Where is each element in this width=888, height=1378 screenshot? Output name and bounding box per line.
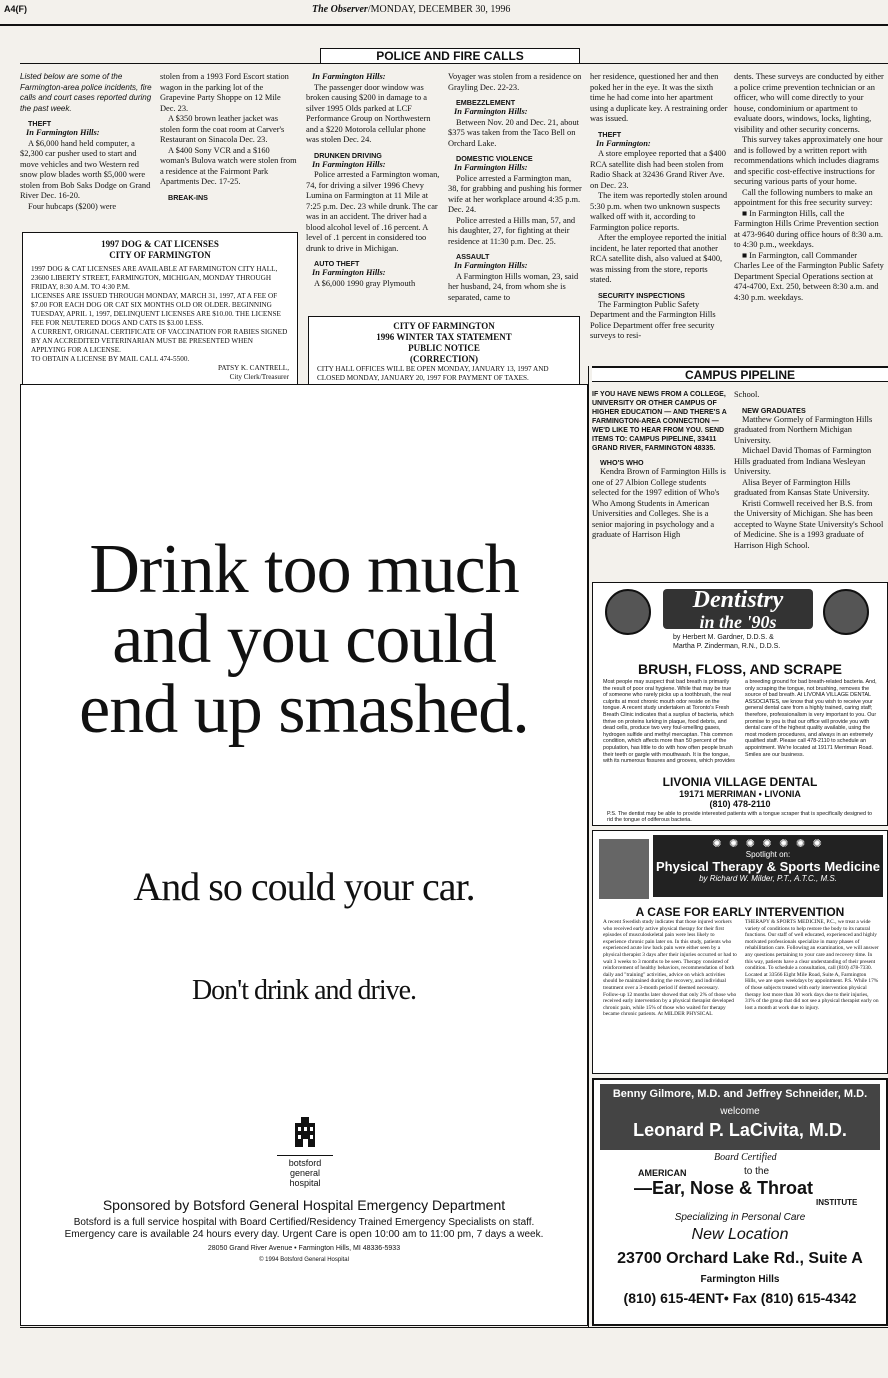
ent-phone-fax: (810) 615-4ENT• Fax (810) 615-4342 — [623, 1290, 857, 1306]
logo-word: botsford — [288, 1158, 322, 1168]
sponsor-line: Sponsored by Botsford General Hospital Emergency Department — [102, 1197, 506, 1213]
top-rule — [0, 24, 888, 26]
ad-subhead: And so could your car. — [133, 864, 475, 909]
ad-tagline: Don't drink and drive. — [191, 975, 417, 1006]
ad-headline-1: Drink too much — [89, 531, 519, 608]
botsford-logo — [277, 1115, 333, 1188]
heading-domestic-violence: DOMESTIC VIOLENCE — [456, 154, 533, 163]
paragraph: Matthew Gormely of Farmington Hills graduated from Northern Michigan University. — [734, 414, 873, 445]
section-rule — [20, 63, 888, 64]
description-line: Emergency care is available 24 hours every day. Urgent Care is open 10:00 am to 11:00 pm, 7 days a week. — [64, 1229, 544, 1240]
heading-security: SECURITY INSPECTIONS — [598, 290, 685, 300]
heading-whos-who: WHO'S WHO — [600, 458, 644, 467]
paragraph: Four hubcaps ($200) were — [28, 201, 117, 211]
paragraph: Voyager was stolen from a residence on Grayling Dec. 22-23. — [448, 72, 582, 92]
campus-intro: IF YOU HAVE NEWS FROM A COLLEGE, UNIVERSITY OR OTHER CAMPUS OF HIGHER EDUCATION — AND THERE'S A FARMINGTON-AREA CONNECTION — WE'D LIKE TO HEAR FROM YOU. SEND ITEMS TO: CAMPUS PIPELINE, 33411 GRAND RIVER, FARMINGTON 48335. — [592, 391, 727, 452]
ent-name: —Ear, Nose & Throat — [634, 1178, 814, 1198]
heading-theft: THEFT — [28, 119, 52, 128]
logo-word: hospital — [289, 1178, 321, 1188]
notice-text: LICENSES ARE ISSUED THROUGH MONDAY, MARCH 31, 1997, AT A FEE OF $7.00 FOR EACH DOG OR CAT SIX MONTHS OLD OR OLDER. BEGINNING TUESDAY, APRIL 1, 1997, DELINQUENT LICENSES ARE $10.00. THE LICENSE FEE FOR NEUTERED DOGS AND CATS IS $3.00 LESS. — [31, 292, 281, 327]
subheading: In Farmington Hills: — [312, 159, 386, 169]
notice-text: A CURRENT, ORIGINAL CERTIFICATE OF VACCINATION FOR RABIES SIGNED BY AN ACCREDITED VETERINARIAN MUST BE PRESENTED WHEN APPLYING FOR A LICENSE. — [31, 328, 288, 354]
paragraph: The item was reportedly stolen around 5:30 p.m. when two unknown suspects walked off with it, according to Farmington police reports. — [590, 191, 728, 232]
paragraph: Kendra Brown of Farmington Hills is one of 27 Albion College students selected for the 1997 edition of Who's Who Among Students in American Universities and Colleges. She is a senior majoring in psychology and a graduate of Harrison High — [592, 467, 726, 539]
subheading: In Farmington Hills: — [312, 72, 386, 81]
column-divider — [588, 366, 589, 1328]
paragraph: Police arrested a Farmington woman, 74, for driving a silver 1996 Chevy Lumina on Farmington at 11 Mile at 7:25 p.m. Dec. 23 while drunk. The car was in an accident. The driver had a blood alcohol level of .16 percent. A level of .1 percent in considered too drunk to drive in Michigan. — [306, 170, 440, 253]
notice-title: PUBLIC NOTICE — [408, 343, 480, 353]
pt-title: Physical Therapy & Sports Medicine — [656, 859, 880, 874]
paper-dateline — [312, 4, 510, 15]
notice-dog-cat-licenses — [22, 232, 298, 398]
spotlight-label: Spotlight on: — [745, 850, 791, 859]
campus-col-2 — [734, 390, 884, 576]
byline-2: Martha P. Zinderman, R.N., D.D.S. — [673, 643, 781, 650]
paragraph: Michael David Thomas of Farmington Hills graduated from Indiana Wesleyan University. — [734, 446, 872, 476]
paragraph: A Farmington Hills woman, 23, said her husband, 24, from whom she is separated, came to — [448, 271, 579, 302]
page-number: A4(F) — [4, 4, 27, 14]
article-col-1 — [20, 72, 152, 211]
dental-phone: (810) 478-2110 — [709, 799, 771, 809]
notice-text: TO OBTAIN A LICENSE BY MAIL CALL 474-5500. — [31, 355, 190, 363]
notice-text: CITY HALL OFFICES WILL BE OPEN MONDAY, JANUARY 13, 1997 AND CLOSED MONDAY, JANUARY 20, 1997 FOR PAYMENT OF TAXES. — [317, 365, 549, 382]
subheading: In Farmington Hills: — [454, 261, 528, 270]
notice-text: 1997 DOG & CAT LICENSES ARE AVAILABLE AT FARMINGTON CITY HALL, 23600 LIBERTY STREET, FARMINGTON, MICHIGAN, MONDAY THROUGH FRIDAY, 8:30 A.M. TO 4:30 P.M. — [31, 265, 278, 291]
ad-dentistry — [592, 582, 888, 826]
dental-office-name: LIVONIA VILLAGE DENTAL — [662, 775, 818, 789]
notice-title: (CORRECTION) — [409, 354, 478, 364]
ad-headline-2: and you could — [112, 601, 496, 678]
ent-doctors: Benny Gilmore, M.D. and Jeffrey Schneider, M.D. — [612, 1088, 868, 1100]
spotlight-icons: ✺ ✺ ✺ ✺ ✺ ✺ ✺ — [712, 837, 824, 850]
paragraph: Kristi Cornwell received her B.S. from the University of Michigan. She has been accepted to Wayne State University's School of Medicine. She is a 1993 graduate of Harrison High School. — [734, 498, 884, 550]
heading-auto-theft: AUTO THEFT — [314, 259, 360, 268]
notice-signature-title: City Clerk/Treasurer — [229, 373, 289, 381]
paragraph: Call the following numbers to make an appointment for this free security survey: — [734, 187, 873, 207]
hospital-building-icon — [293, 1115, 317, 1147]
heading-breakins: BREAK-INS — [168, 192, 208, 202]
paragraph: stolen from a 1993 Ford Escort station wagon in the parking lot of the Grapevine Party Shoppe on 12 Mile Dec. 23. — [160, 72, 289, 113]
dentistry-headline: BRUSH, FLOSS, AND SCRAPE — [637, 661, 843, 677]
banner-title: Dentistry — [692, 587, 784, 613]
article-col-6 — [734, 72, 884, 360]
dentist-photo-left — [605, 589, 651, 635]
subheading: In Farmington Hills: — [454, 163, 528, 172]
subheading: In Farmington Hills: — [26, 128, 100, 137]
banner-subtitle: in the '90s — [699, 612, 777, 632]
ent-to-the: to the — [744, 1166, 770, 1177]
notice-title: 1997 DOG & CAT LICENSES — [101, 239, 219, 249]
heading-theft: THEFT — [598, 129, 622, 139]
ad-headline-3: end up smashed. — [79, 671, 529, 748]
pt-banner — [653, 835, 883, 897]
dentist-photo-right — [823, 589, 869, 635]
paragraph: A $350 brown leather jacket was stolen form the coat room at Carver's Restaurant on Sinacola Dec. 23. — [160, 114, 285, 144]
pt-headline: A CASE FOR EARLY INTERVENTION — [635, 905, 845, 919]
paragraph: her residence, questioned her and then poked her in the eye. It was the sixth time he had come into her apartment using a duplicate key. A restraining order was issued. — [590, 72, 728, 123]
dentist-byline — [673, 633, 780, 651]
paragraph: A $400 Sony VCR and a $160 woman's Bulova watch were stolen from a residence at the Fairmont Park Apartments Dec. 17-25. — [160, 145, 297, 186]
ent-city: Farmington Hills — [700, 1274, 780, 1285]
ad-botsford-drink-drive — [20, 384, 588, 1326]
description-line: Botsford is a full service hospital with Board Certified/Residency Trained Emergency Specialists on staff. — [73, 1217, 535, 1228]
paragraph: A store employee reported that a $400 RCA satellite dish had been stolen from Radio Shack at 32436 Grand River Ave. on Dec. 23. — [590, 149, 726, 190]
paragraph: The Farmington Public Safety Department and the Farmington Hills Police Department offer free security surveys to resi- — [590, 299, 716, 340]
ent-welcome: welcome — [720, 1106, 760, 1117]
pt-byline: by Richard W. Milder, P.T., A.T.C., M.S. — [699, 874, 837, 883]
heading-drunken-driving: DRUNKEN DRIVING — [314, 150, 382, 160]
logo-text — [277, 1155, 333, 1188]
notice-signature: PATSY K. CANTRELL, — [218, 364, 289, 372]
dentistry-body: Most people may suspect that bad breath is primarily the result of poor oral hygiene. While that may be true of someone who rarely picks up a toothbrush, the real culprits at most chronic mouth odor reside on the tongue. A recent study undertaken at Toronto's Fresh Breath Clinic indicates that a surplus of bacteria, which thrive on proteins lurking in plaque, food debris, and dead cells, produce two very foul-smelling gases, hydrogen sulfide and methyl mercaptan. This common condition, which affects more than 50 percent of the population, has little to do with how often people brush their teeth or gargle with mouthwash. It is the tongue, with its numerous fissures and grooves, which provides a breeding ground for bad breath-related bacteria. And, only scraping the tongue, not brushing, removes the source of bad breath. At LIVONIA VILLAGE DENTAL ASSOCIATES, we know that you wish to receive your general dental care from a highly trained, caring staff; therefore, professionalism is very important to you. Our promise to you is that our office will provide you with dental care of the highest quality available, using the most modern procedures, and always in an extremely qualified staff. Please call 478-2110 to schedule an appointment. We're located at 19171 Merriman Road. Smiles are our business. — [603, 679, 877, 765]
logo-word: general — [289, 1168, 321, 1178]
notice-title: 1996 WINTER TAX STATEMENT — [376, 332, 512, 342]
intro-text: Listed below are some of the Farmington-area police incidents, fire calls and court cases reported during the past week. — [20, 72, 152, 113]
bottom-rule — [20, 1327, 888, 1328]
ent-board-certified: Board Certified — [714, 1152, 777, 1163]
hospital-address: 28050 Grand River Avenue • Farmington Hills, MI 48336-5933 — [207, 1245, 401, 1252]
paragraph: dents. These surveys are conducted by either a police crime prevention technician or an officer, who will come directly to your house, condominium or apartment to evaluate doors, windows, locks, lighting, visibility and other security concerns. — [734, 72, 884, 134]
paragraph: A $6,000 1990 gray Plymouth — [314, 278, 416, 288]
paragraph: This survey takes approximately one hour and is followed by a written report with recommendations which includes diagrams and specific cost-effective instructions for securing various parts of your home. — [734, 135, 883, 186]
section-title: POLICE AND FIRE CALLS — [320, 48, 580, 64]
article-col-2 — [160, 72, 298, 222]
ent-american: AMERICAN — [638, 1168, 687, 1178]
pt-body: A recent Swedish study indicates that those injured workers who received early active physical therapy for their first episodes of musculoskeletal pain were less likely to experience chronic pain later on. In this study, patients who experienced acute low back pain were either seen by a physical therapist 3 days after their injuries occurred or had to wait 3 weeks to 3 months to be seen. Therapy consisted of reinforcement of healthy behaviors, recommendation of both daily and "training" activities, advice on which activities should be maintained during the recovery, and individual treatment over a 3-month period if deemed necessary. Follow-up 12 months later showed that only 2% of those who received early intervention by a physical therapist developed chronic pain, while 15% of those who waited for therapy became chronic patients. At MILDER PHYSICAL THERAPY & SPORTS MEDICINE, P.C., we treat a wide variety of conditions to help restore the body to its natural functions. Our staff of well educated, experienced and highly motivated professionals specialize in many phases of rehabilitation care. Following an examination, we will answer any questions pertaining to your care and recovery time. In this way, patients have a clear understanding of their present condition. To schedule a consultation, call (810) 478-7330. Located at 33566 Eight Mile Road, Suite A, Farmington Hills, we are open weekdays by appointment. P.S. While 17% of those subjects treated with early intervention physical therapy lost more than 30 work days due to their injuries, 31% of the group that did not see a physical therapist early on lost a month at work due to injury. — [603, 919, 879, 1018]
paragraph: Alisa Beyer of Farmington Hills graduated from Kansas State University. — [734, 477, 870, 497]
article-col-5 — [590, 72, 728, 360]
subheading: In Farmington: — [596, 138, 651, 148]
paper-name: The Observer — [312, 4, 368, 15]
ent-address: 23700 Orchard Lake Rd., Suite A — [617, 1250, 863, 1267]
paragraph: Between Nov. 20 and Dec. 21, about $375 was taken from the Taco Bell on Orchard Lake. — [448, 117, 579, 148]
paragraph: The passenger door window was broken causing $200 in damage to a silver 1995 Olds parked at LCF Performance Group on Northwestern and a $220 Motorola cellular phone was stolen Dec. 24. — [306, 82, 431, 144]
article-col-4 — [448, 72, 582, 308]
paragraph: Police arrested a Farmington man, 38, for grabbing and pushing his former wife at her workplace around 4:35 p.m. Dec. 24. — [448, 173, 582, 214]
heading-new-graduates: NEW GRADUATES — [742, 405, 806, 415]
subheading: In Farmington Hills: — [312, 268, 386, 277]
dentistry-ps: P.S. The dentist may be able to provide interested patients with a tongue scraper that is specifically designed to rid the tongue of odiferous bacteria. — [607, 811, 872, 823]
notice-title: CITY OF FARMINGTON — [393, 321, 495, 331]
paragraph: After the employee reported the initial incident, he later reported that another RCA satellite dish, also valued at $400, was missing from the store, reports stated. — [590, 233, 727, 284]
dental-office-contact — [593, 789, 887, 809]
ent-new-location: New Location — [691, 1226, 789, 1243]
ent-institute: INSTITUTE — [816, 1198, 858, 1207]
ent-new-doctor: Leonard P. LaCivita, M.D. — [633, 1120, 847, 1140]
paper-date: /MONDAY, DECEMBER 30, 1996 — [367, 4, 511, 15]
heading-assault: ASSAULT — [456, 252, 490, 261]
ad-physical-therapy — [592, 830, 888, 1074]
paragraph: A $6,000 hand held computer, a $2,300 car pusher used to start and move vehicles and two Western red snow plow blades worth $5,000 were stolen from Bob Saks Dodge on Grand River Dec. 16-20. — [20, 138, 151, 200]
paragraph: ■ In Farmington Hills, call the Farmington Hills Crime Prevention section at 473-9640 during office hours of 8:30 a.m. to 4:30 p.m., weekdays. — [734, 208, 883, 249]
therapist-photo — [599, 839, 649, 899]
subheading: In Farmington Hills: — [454, 107, 528, 116]
dental-address: 19171 MERRIMAN • LIVONIA — [679, 789, 801, 799]
sponsor-description — [21, 1217, 587, 1241]
paragraph: School. — [734, 390, 760, 399]
notice-subtitle: CITY OF FARMINGTON — [109, 250, 211, 260]
paragraph: Police arrested a Hills man, 57, and his daughter, 27, for fighting at their residence at 11:30 p.m. Dec. 25. — [448, 215, 576, 246]
ad-ent-institute — [592, 1078, 888, 1326]
dentistry-banner — [663, 587, 813, 632]
heading-embezzlement: EMBEZZLEMENT — [456, 98, 516, 107]
byline-1: by Herbert M. Gardner, D.D.S. & — [673, 634, 774, 641]
ent-banner — [600, 1084, 880, 1150]
article-col-3 — [306, 72, 440, 308]
ent-specializing: Specializing in Personal Care — [674, 1212, 806, 1223]
copyright: © 1994 Botsford General Hospital — [259, 1257, 349, 1263]
campus-pipeline-title: CAMPUS PIPELINE — [592, 366, 888, 382]
paragraph: ■ In Farmington, call Commander Charles Lee of the Farmington Public Safety Department Special Operations section at 474-4700, Ext. 250, between 8:30 a.m. and 4:30 p.m. weekdays. — [734, 250, 884, 302]
campus-col-1 — [592, 390, 728, 576]
